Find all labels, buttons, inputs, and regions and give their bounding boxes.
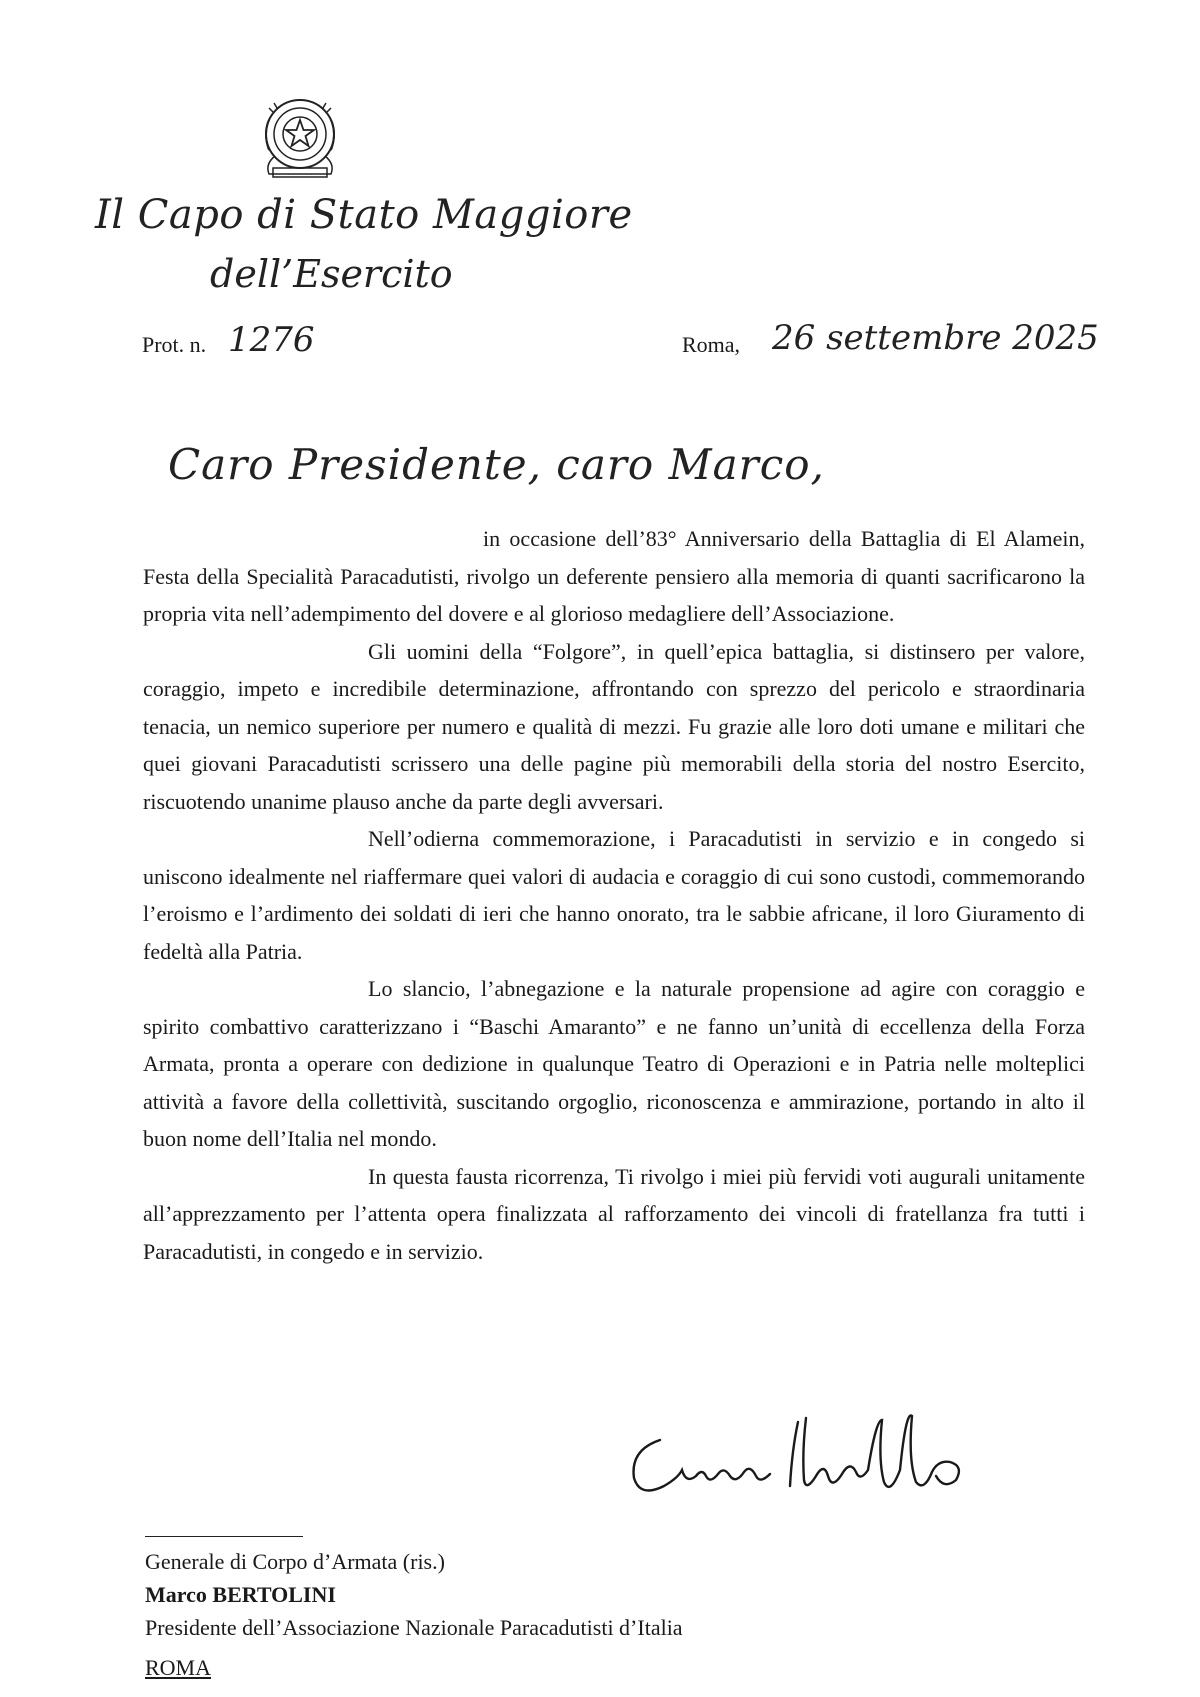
recipient-block xyxy=(145,1545,683,1644)
dateline-date: 26 settembre 2025 xyxy=(772,318,1099,358)
recipient-rank: Generale di Corpo d’Armata (ris.) xyxy=(145,1549,445,1574)
letter-body xyxy=(143,520,1085,1270)
recipient-role: Presidente dell’Associazione Nazionale Paracadutisti d’Italia xyxy=(145,1615,683,1640)
paragraph: Gli uomini della “Folgore”, in quell’epica battaglia, si distinsero per valore, coraggio, impeto e incredibile determinazione, affrontando con sprezzo del pericolo e straordinaria tenacia, un nemico superiore per numero e qualità di mezzi. Fu grazie alle loro doti umane e militari che quei giovani Paracadutisti scrissero una delle pagine più memorabili della storia del nostro Esercito, riscuotendo unanime plauso anche da parte degli avversari. xyxy=(143,638,1085,814)
letterhead-title-line2: dell’Esercito xyxy=(210,252,453,296)
recipient-city: ROMA xyxy=(145,1655,212,1680)
handwritten-signature xyxy=(620,1400,1060,1510)
paragraph: In questa fausta ricorrenza, Ti rivolgo i miei più fervidi voti augurali unitamente all’apprezzamento per l’attenta opera finalizzata al rafforzamento dei vincoli di fratellanza fra tutti i Paracadutisti, in congedo e in servizio. xyxy=(143,1163,1085,1264)
paragraph: in occasione dell’83° Anniversario della Battaglia di El Alamein, Festa della Specialità Paracadutisti, rivolgo un deferente pensiero alla memoria di quanti sacrificarono la propria vita nell’adempimento del dovere e al glorioso medagliere dell’Associazione. xyxy=(143,526,1085,626)
dateline-place: Roma, xyxy=(682,332,741,357)
protocol-label: Prot. n. xyxy=(142,332,207,357)
paragraph: Lo slancio, l’abnegazione e la naturale propensione ad agire con coraggio e spirito combattivo caratterizzano i “Baschi Amaranto” e ne fanno un’unità di eccellenza della Forza Armata, pronta a operare con dedizione in qualunque Teatro di Operazioni e in Patria nelle molteplici attività a favore della collettività, suscitando orgoglio, riconoscenza e ammirazione, portando in alto il buon nome dell’Italia nel mondo. xyxy=(143,976,1085,1151)
protocol-number: 1276 xyxy=(228,320,315,360)
signature-divider xyxy=(145,1536,303,1537)
salutation: Caro Presidente, caro Marco, xyxy=(168,440,825,489)
recipient-name: Marco BERTOLINI xyxy=(145,1582,336,1607)
paragraph: Nell’odierna commemorazione, i Paracadutisti in servizio e in congedo si uniscono idealmente nel riaffermare quei valori di audacia e coraggio di cui sono custodi, commemorando l’eroismo e l’ardimento dei soldati di ieri che hanno onorato, tra le sabbie africane, il loro Giuramento di fedeltà alla Patria. xyxy=(143,826,1085,964)
italian-republic-emblem-icon xyxy=(255,90,345,186)
letterhead-title-line1: Il Capo di Stato Maggiore xyxy=(95,192,633,238)
